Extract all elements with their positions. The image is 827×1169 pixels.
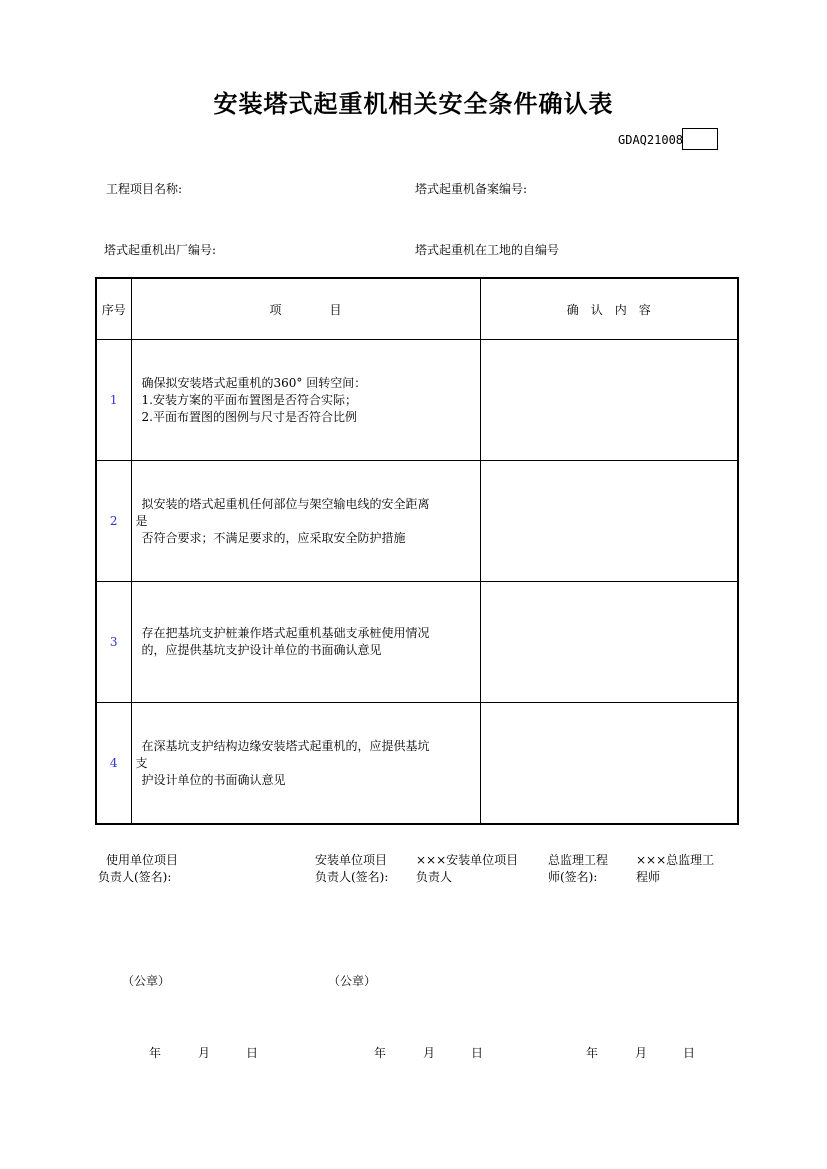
item-line: 2.平面布置图的图例与尺寸是否符合比例	[141, 409, 357, 424]
table-row	[96, 703, 738, 825]
user-seal: （公章）	[122, 974, 171, 988]
row-confirm-cell[interactable]	[480, 582, 738, 703]
header-seq: 序号	[96, 278, 131, 340]
install-name-1: ×××安装单位项目	[416, 853, 519, 867]
item-line: 否符合要求；不满足要求的，应采取安全防护措施	[141, 530, 406, 545]
install-date-day: 日	[471, 1046, 484, 1060]
supervisor-name-1: ×××总监理工	[636, 853, 715, 867]
user-date-month: 月	[198, 1046, 211, 1060]
user-label-2: 负责人(签名):	[98, 870, 172, 884]
item-line: 是	[135, 513, 148, 528]
crane-record-no-label: 塔式起重机备案编号:	[415, 182, 528, 196]
row-seq: 3	[96, 582, 131, 703]
item-line: 拟安装的塔式起重机任何部位与架空输电线的安全距离	[141, 496, 430, 511]
user-date-year: 年	[149, 1046, 162, 1060]
project-name-label: 工程项目名称:	[106, 182, 183, 196]
item-line: 在深基坑支护结构边缘安装塔式起重机的，应提供基坑	[141, 738, 430, 753]
install-date-month: 月	[423, 1046, 436, 1060]
confirmation-table	[95, 277, 739, 825]
user-unit-signature[interactable]	[98, 852, 178, 886]
page-title: 安装塔式起重机相关安全条件确认表	[213, 90, 614, 118]
install-name-2: 负责人	[416, 870, 453, 884]
table-row	[96, 461, 738, 582]
table-row	[96, 340, 738, 461]
form-code-box[interactable]	[682, 128, 718, 150]
user-date-day: 日	[246, 1046, 259, 1060]
supervisor-name	[636, 852, 714, 886]
install-unit-name	[416, 852, 518, 886]
install-seal: （公章）	[328, 974, 377, 988]
supervisor-date-month: 月	[635, 1046, 648, 1060]
supervisor-label-2: 师(签名):	[548, 870, 598, 884]
row-item	[131, 340, 480, 461]
item-line: 的，应提供基坑支护设计单位的书面确认意见	[141, 643, 382, 657]
install-unit-signature[interactable]	[315, 852, 388, 886]
item-line: 护设计单位的书面确认意见	[141, 772, 286, 787]
row-confirm-cell[interactable]	[480, 461, 738, 582]
supervisor-date-day: 日	[683, 1046, 696, 1060]
table-row	[96, 582, 738, 703]
row-item	[131, 461, 480, 582]
row-seq: 4	[96, 703, 131, 825]
header-confirm: 确 认 内 容	[480, 278, 738, 340]
form-code: GDAQ21008	[618, 133, 684, 147]
supervisor-name-2: 程师	[636, 870, 661, 884]
header-item: 项 目	[131, 278, 480, 340]
item-line: 1.安装方案的平面布置图是否符合实际；	[141, 392, 357, 407]
table-header-row	[96, 278, 738, 340]
row-confirm-cell[interactable]	[480, 340, 738, 461]
supervisor-label-1: 总监理工程	[548, 853, 609, 867]
install-label-2: 负责人(签名):	[315, 870, 389, 884]
row-seq: 1	[96, 340, 131, 461]
item-line: 支	[135, 755, 148, 770]
install-date-year: 年	[374, 1046, 387, 1060]
item-line: 存在把基坑支护桩兼作塔式起重机基础支承桩使用情况	[141, 626, 430, 640]
supervisor-signature[interactable]	[548, 852, 608, 886]
row-seq: 2	[96, 461, 131, 582]
factory-no-label: 塔式起重机出厂编号:	[104, 243, 217, 257]
install-label-1: 安装单位项目	[315, 853, 388, 867]
row-item	[131, 582, 480, 703]
row-confirm-cell[interactable]	[480, 703, 738, 825]
row-item	[131, 703, 480, 825]
user-label-1: 使用单位项目	[106, 853, 179, 867]
supervisor-date-year: 年	[586, 1046, 599, 1060]
item-line: 确保拟安装塔式起重机的360° 回转空间：	[141, 375, 367, 390]
site-no-label: 塔式起重机在工地的自编号	[415, 243, 560, 257]
